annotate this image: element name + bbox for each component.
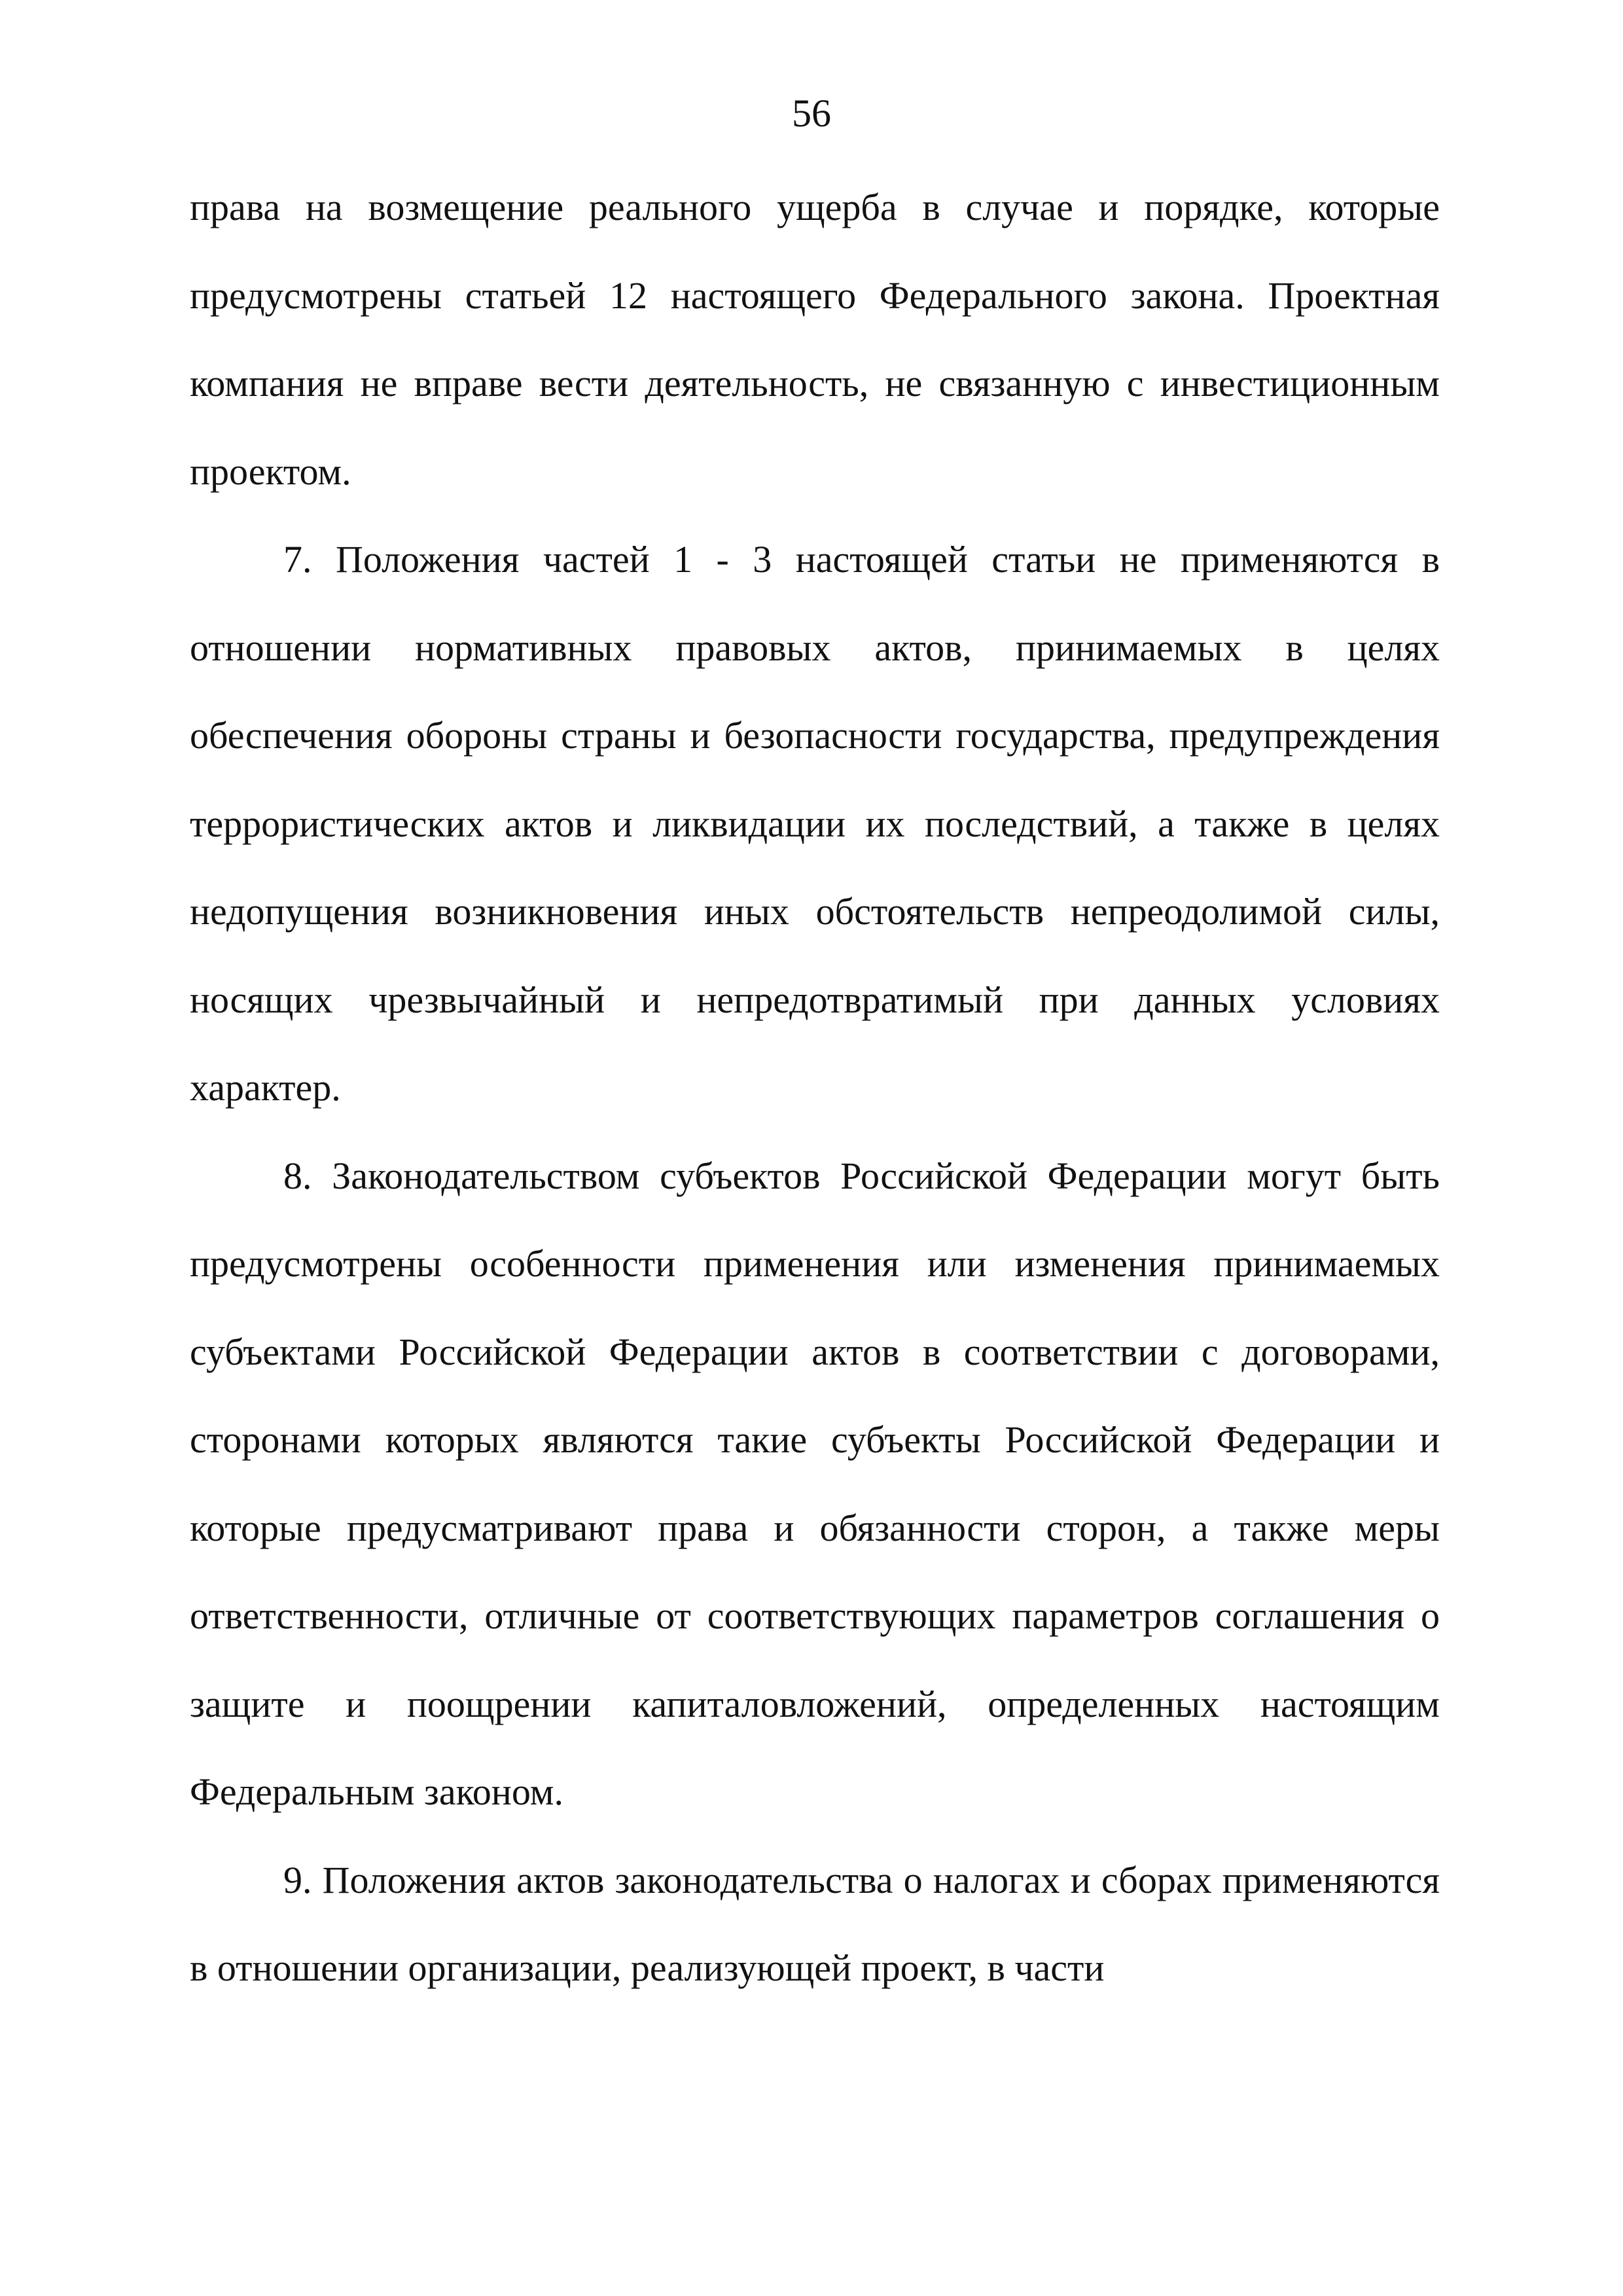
page-number: 56: [792, 92, 831, 135]
paragraph-item-8: 8. Законодательством субъектов Российской Федерации могут быть предусмотрены особенности применения или изменения принимаемых субъектами Российской Федерации актов в соответствии с договорами, сторонами которых являются такие субъекты Российской Федерации и которые предусматривают права и обязанности сторон, а также меры ответственности, отличные от соответствующих параметров соглашения о защите и поощрении капиталовложений, определенных настоящим Федеральным законом.: [190, 1154, 1440, 1813]
paragraph-continuation: права на возмещение реального ущерба в случае и порядке, которые предусмотрены статьей 12 настоящего Федерального закона. Проектная компания не вправе вести деятельность, не связанную с инвестиционным проектом.: [190, 186, 1440, 493]
paragraph-item-9: 9. Положения актов законодательства о налогах и сборах применяются в отношении организации, реализующей проект, в части: [190, 1858, 1440, 1989]
paragraph-item-7: 7. Положения частей 1 - 3 настоящей статьи не применяются в отношении нормативных правовых актов, принимаемых в целях обеспечения обороны страны и безопасности государства, предупреждения террористических актов и ликвидации их последствий, а также в целях недопущения возникновения иных обстоятельств непреодолимой силы, носящих чрезвычайный и непредотвратимый при данных условиях характер.: [190, 538, 1440, 1109]
document-body: [190, 164, 1440, 2013]
